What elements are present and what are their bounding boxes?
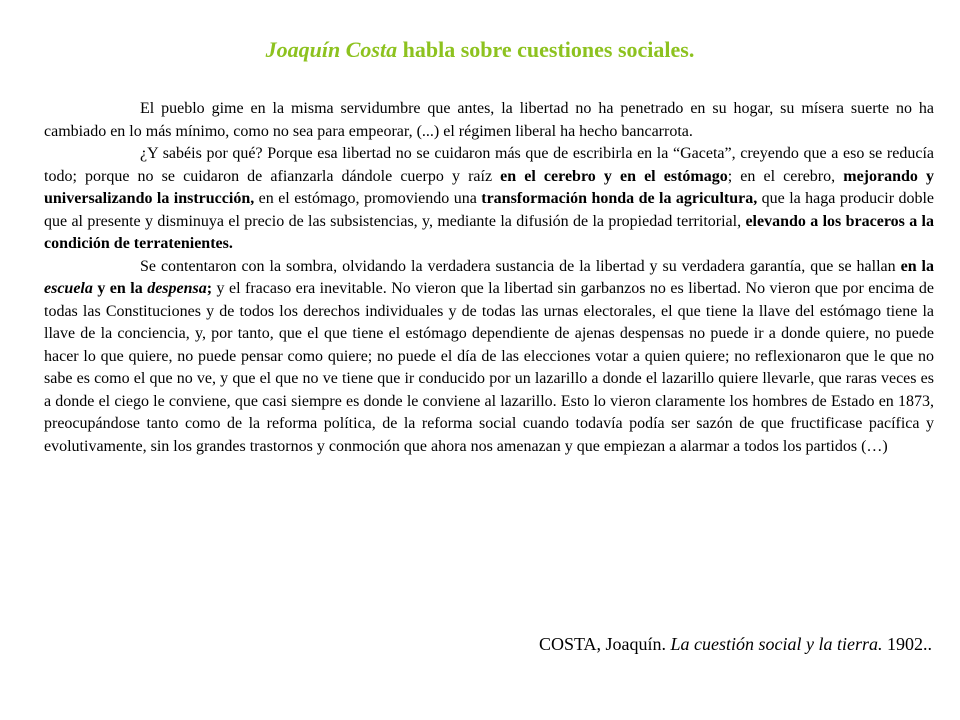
bold-phrase: elevando a los braceros a la condición de terratenientes. <box>44 212 934 252</box>
quote-body <box>44 98 934 458</box>
paragraph-3 <box>44 256 934 459</box>
citation-author: COSTA, Joaquín. <box>538 634 671 654</box>
bold-italic-phrase <box>44 280 93 297</box>
paragraph-1 <box>44 98 934 143</box>
bold-phrase: ; <box>206 280 213 297</box>
title-author: Joaquín Costa <box>265 37 398 62</box>
paragraph-text: en el estómago, promoviendo una <box>254 190 482 207</box>
paragraph-text: El pueblo gime en la misma servidumbre que antes, la libertad no ha penetrado en su hogar, su mísera suerte no ha cambiado en lo más mínimo, como no sea para empeorar, (...) el régimen liberal ha hecho bancarrota. <box>44 100 934 140</box>
paragraph-text: y el fracaso era inevitable. No vieron que la libertad sin garbanzos no es libertad. No vieron que por encima de todas las Constituciones y de todos los derechos individuales y de todas las urnas electorales, el que tiene la llave del estómago tiene la llave de la conciencia, y, por tanto, que el que tiene el estómago dependiente de ajenas despensas no puede ir a donde quiere, no puede hacer lo que quiere, no puede pensar como quiere; no puede el día de las elecciones votar a quien quiere; no reflexionaron que le que no sabe es como el que no ve, y que el que no ve tiene que ir conducido por un lazarillo a donde el lazarillo quiere llevarle, que raras veces es a donde el ciego le conviene, que casi siempre es donde le conviene al lazarillo. Esto lo vieron claramente los hombres de Estado en 1873, preocupándose tanto como de la reforma política, de la reforma social cuando todavía podía ser sazón de que fructificase pacífica y evolutivamente, sin los grandes trastornos y conmoción que ahora nos amenazan y que empiezan a alarmar a todos los partidos (…) <box>44 280 934 455</box>
escuela-word: escuela <box>44 280 93 297</box>
bold-phrase: en el cerebro y en el estómago <box>500 167 728 185</box>
bold-phrase: mejorando y universalizando la instrucción, <box>44 167 935 207</box>
page-title <box>0 36 960 64</box>
despensa-word: despensa <box>147 280 207 297</box>
citation-year: 1902.. <box>882 634 932 654</box>
bold-phrase: en la <box>900 257 934 275</box>
citation <box>539 632 932 656</box>
paragraph-text: ; en el cerebro, <box>727 167 844 185</box>
bold-phrase: y en la <box>92 280 148 297</box>
title-rest: habla sobre cuestiones sociales. <box>397 37 695 62</box>
bold-italic-phrase <box>147 280 207 297</box>
paragraph-text: que la haga producir doble que al presente y disminuya el precio de las subsistencias, y, mediante la difusión de la propiedad territorial, <box>44 190 935 230</box>
paragraph-2 <box>44 143 934 256</box>
paragraph-text: ¿Y sabéis por qué? Porque esa libertad no se cuidaron más que de escribirla en la “Gaceta”, creyendo que a eso se reducía todo; porque no se cuidaron de afianzarla dándole cuerpo y raíz <box>44 145 934 185</box>
citation-work: La cuestión social y la tierra. <box>670 634 883 654</box>
paragraph-text: Se contentaron con la sombra, olvidando la verdadera sustancia de la libertad y su verdadera garantía, que se hallan <box>140 257 901 275</box>
bold-phrase: transformación honda de la agricultura, <box>481 190 758 207</box>
